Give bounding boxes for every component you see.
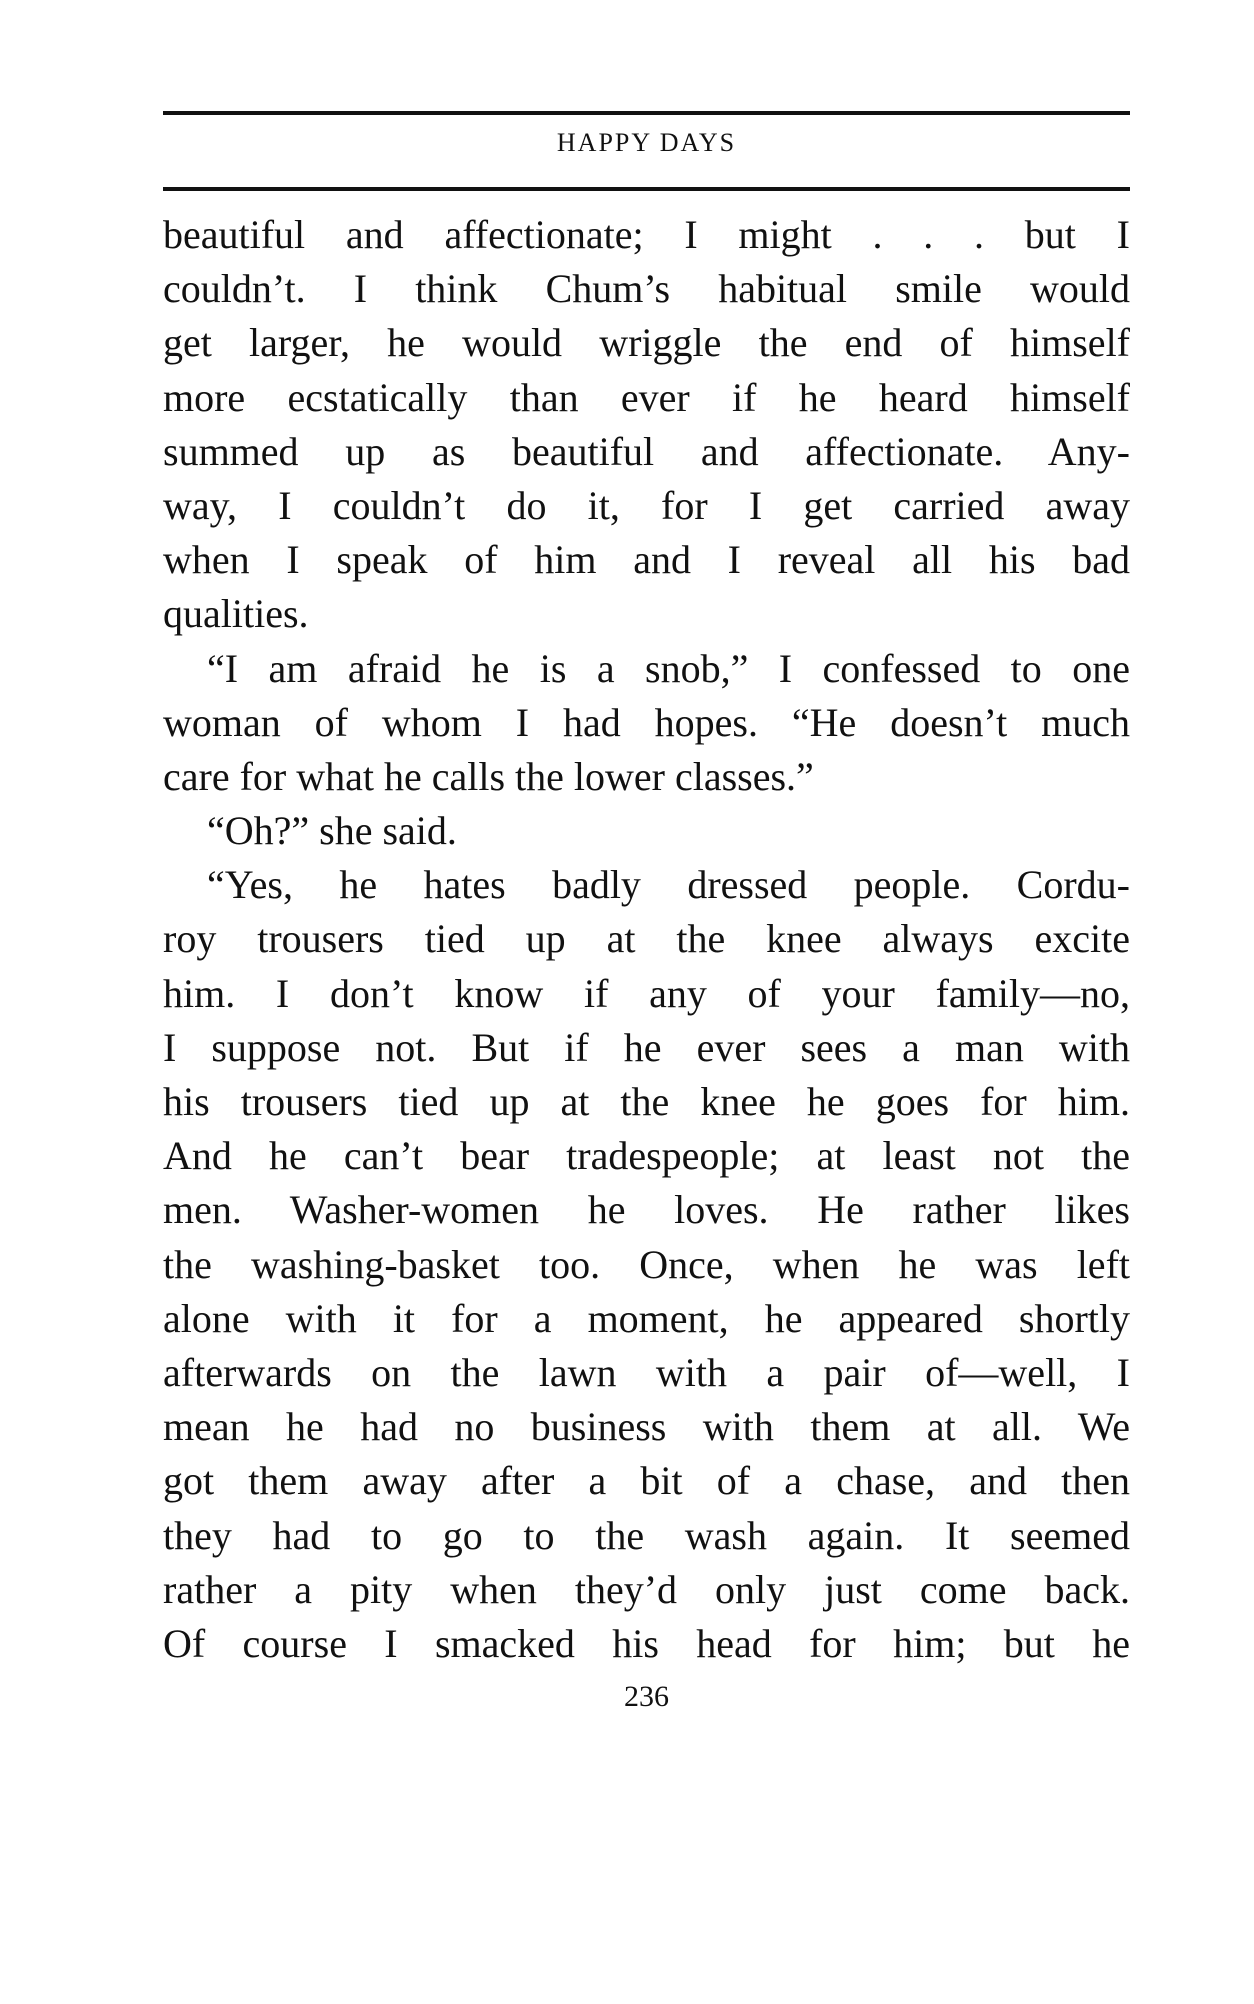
- text-line: afterwards on the lawn with a pair of—well, I: [163, 1349, 1130, 1395]
- text-line: more ecstatically than ever if he heard himself: [163, 374, 1130, 420]
- page-number: 236: [624, 1680, 669, 1713]
- text-line: him. I don’t know if any of your family—no,: [163, 970, 1130, 1016]
- body-text: [163, 208, 1130, 1671]
- text-line: mean he had no business with them at all. We: [163, 1404, 1130, 1450]
- text-line: rather a pity when they’d only just come back.: [163, 1566, 1130, 1612]
- text-line: And he can’t bear tradespeople; at least not the: [163, 1133, 1130, 1179]
- text-line: the washing-basket too. Once, when he was left: [163, 1241, 1130, 1287]
- header-rule-bottom: [163, 187, 1130, 191]
- text-line: I suppose not. But if he ever sees a man with: [163, 1024, 1130, 1070]
- text-line: men. Washer-women he loves. He rather likes: [163, 1187, 1130, 1233]
- text-line: his trousers tied up at the knee he goes for him.: [163, 1079, 1130, 1124]
- text-line: they had to go to the wash again. It seemed: [163, 1512, 1130, 1558]
- text-line: “Oh?” she said.: [207, 808, 457, 854]
- text-line: “I am afraid he is a snob,” I confessed to one: [207, 645, 1130, 691]
- text-line: summed up as beautiful and affectionate. Any-: [163, 428, 1130, 474]
- text-line: beautiful and affectionate; I might . . . but I: [163, 212, 1130, 257]
- running-head: HAPPY DAYS: [556, 128, 737, 157]
- text-line: qualities.: [163, 591, 309, 637]
- text-line: when I speak of him and I reveal all his bad: [163, 537, 1130, 583]
- text-line: “Yes, he hates badly dressed people. Cordu-: [207, 862, 1130, 908]
- text-line: got them away after a bit of a chase, and then: [163, 1458, 1130, 1504]
- text-line: get larger, he would wriggle the end of himself: [163, 320, 1130, 366]
- text-line: care for what he calls the lower classes.”: [163, 753, 814, 799]
- text-line: Of course I smacked his head for him; but he: [163, 1620, 1130, 1666]
- text-line: way, I couldn’t do it, for I get carried away: [163, 482, 1130, 528]
- text-line: couldn’t. I think Chum’s habitual smile would: [163, 266, 1130, 312]
- text-line: woman of whom I had hopes. “He doesn’t much: [163, 699, 1130, 745]
- text-line: alone with it for a moment, he appeared shortly: [163, 1295, 1130, 1341]
- text-line: roy trousers tied up at the knee always excite: [163, 916, 1130, 962]
- header-rule-top: [163, 111, 1130, 115]
